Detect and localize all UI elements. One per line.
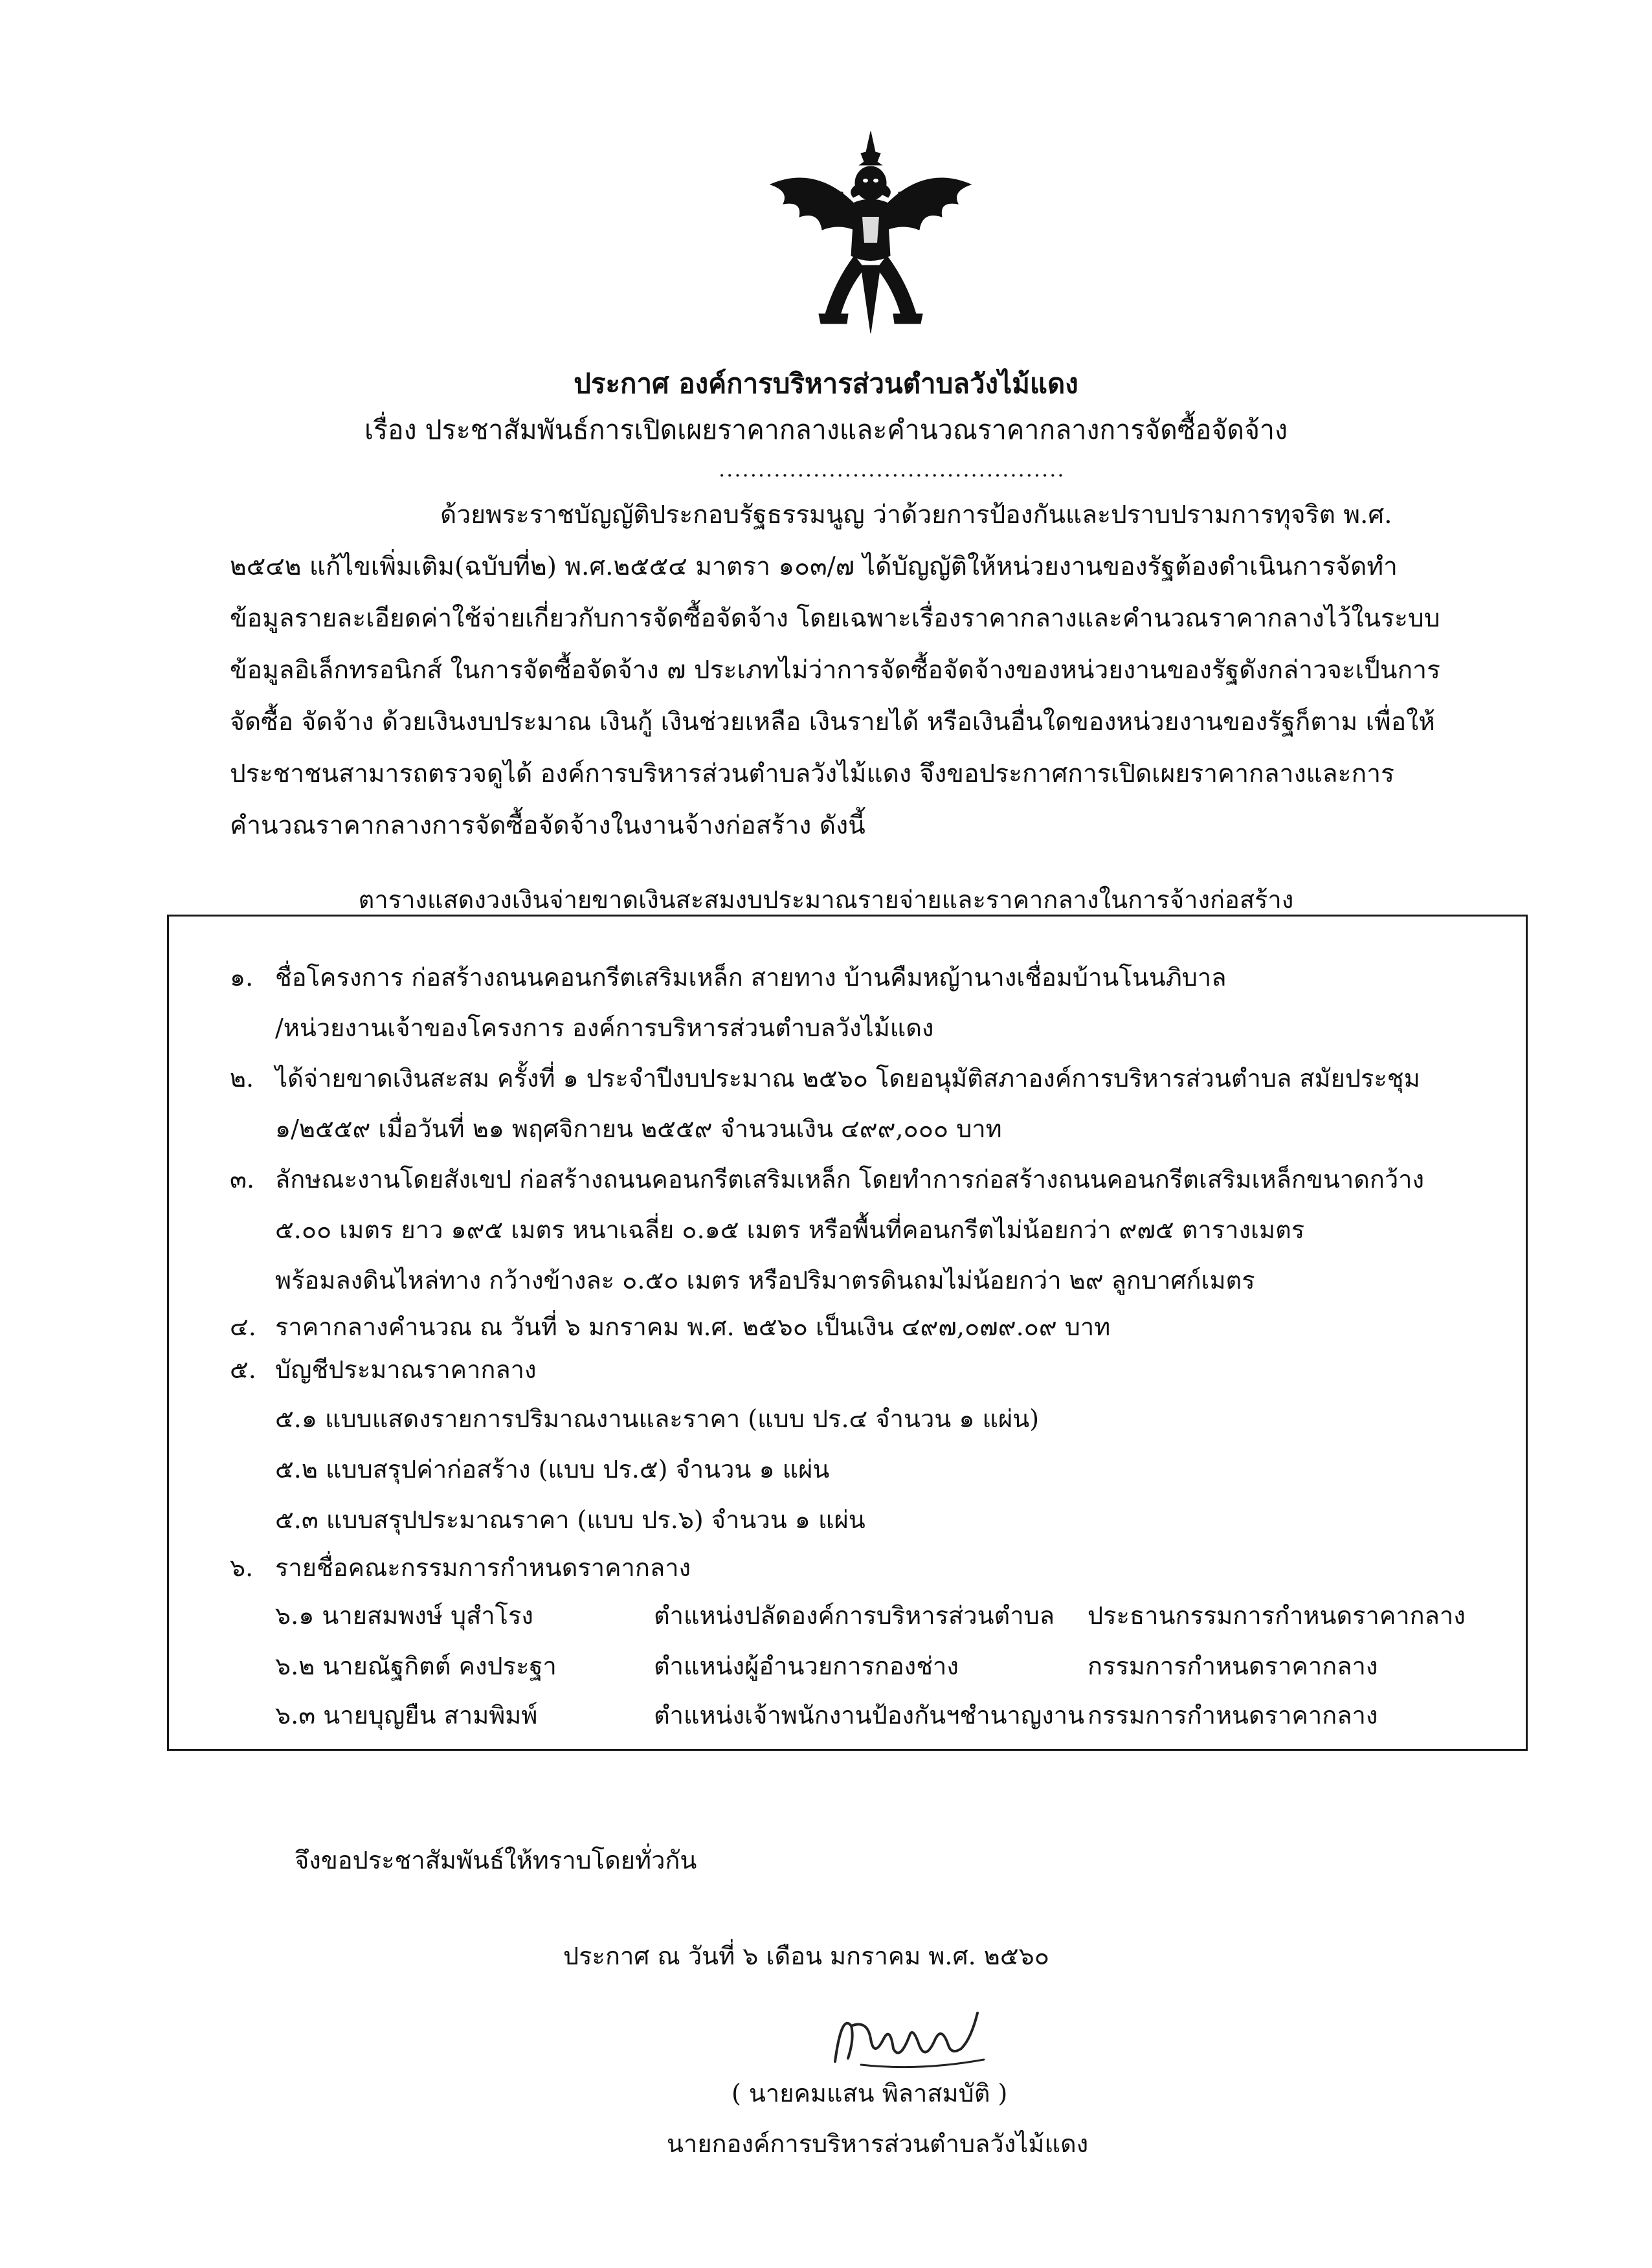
committee-member-3-position: ตำแหน่งเจ้าพนักงานป้องกันฯชำนาญงาน [654, 1701, 1085, 1729]
committee-member-2-name: ๖.๒ นายณัฐกิตต์ คงประฐา [275, 1652, 557, 1680]
body-line-6: ประชาชนสามารถตรวจดูได้ องค์การบริหารส่วนตำบลวังไม้แดง จึงขอประกาศการเปิดเผยราคากลางและการ [230, 759, 1394, 788]
closing-statement: จึงขอประชาสัมพันธ์ให้ทราบโดยทั่วกัน [295, 1846, 697, 1874]
committee-member-3-role: กรรมการกำหนดราคากลาง [1088, 1701, 1378, 1729]
item-3-line-1: ลักษณะงานโดยสังเขป ก่อสร้างถนนคอนกรีตเสริมเหล็ก โดยทำการก่อสร้างถนนคอนกรีตเสริมเหล็กขนาดกว้าง [275, 1165, 1425, 1194]
item-5-sub-1: ๕.๑ แบบแสดงรายการปริมาณงานและราคา (แบบ ปร.๔ จำนวน ๑ แผ่น) [275, 1405, 1040, 1433]
item-5-sub-3: ๕.๓ แบบสรุปประมาณราคา (แบบ ปร.๖) จำนวน ๑ แผ่น [275, 1506, 865, 1534]
item-5-sub-2: ๕.๒ แบบสรุปค่าก่อสร้าง (แบบ ปร.๕) จำนวน ๑ แผ่น [275, 1455, 830, 1484]
committee-member-2-role: กรรมการกำหนดราคากลาง [1088, 1652, 1378, 1680]
item-2-line-1: ได้จ่ายขาดเงินสะสม ครั้งที่ ๑ ประจำปีงบประมาณ ๒๕๖๐ โดยอนุมัติสภาองค์การบริหารส่วนตำบล สมัยประชุม [275, 1064, 1420, 1093]
item-3-number: ๓. [230, 1165, 255, 1194]
announcement-date: ประกาศ ณ วันที่ ๖ เดือน มกราคม พ.ศ. ๒๕๖๐ [563, 1942, 1049, 1970]
item-2-line-2: ๑/๒๕๕๙ เมื่อวันที่ ๒๑ พฤศจิกายน ๒๕๕๙ จำนวนเงิน ๔๙๙,๐๐๐ บาท [275, 1115, 1002, 1143]
announcement-title: ประกาศ องค์การบริหารส่วนตำบลวังไม้แดง [574, 368, 1078, 399]
signer-name: ( นายคมแสน พิลาสมบัติ ) [731, 2079, 1008, 2107]
item-1-number: ๑. [230, 963, 254, 992]
signer-position: นายกองค์การบริหารส่วนตำบลวังไม้แดง [667, 2129, 1089, 2158]
item-3-line-2: ๕.๐๐ เมตร ยาว ๑๙๕ เมตร หนาเฉลี่ย ๐.๑๕ เมตร หรือพื้นที่คอนกรีตไม่น้อยกว่า ๙๗๕ ตารางเมตร [275, 1216, 1305, 1244]
body-line-3: ข้อมูลรายละเอียดค่าใช้จ่ายเกี่ยวกับการจัดซื้อจัดจ้าง โดยเฉพาะเรื่องราคากลางและคำนวณราคากลางไว้ในระบบ [230, 604, 1440, 633]
announcement-subject: เรื่อง ประชาสัมพันธ์การเปิดเผยราคากลางและคำนวณราคากลางการจัดซื้อจัดจ้าง [364, 414, 1288, 445]
committee-member-1-name: ๖.๑ นายสมพงษ์ บุสำโรง [275, 1601, 533, 1630]
committee-member-2-position: ตำแหน่งผู้อำนวยการกองช่าง [654, 1652, 959, 1680]
body-line-1: ด้วยพระราชบัญญัติประกอบรัฐธรรมนูญ ว่าด้วยการป้องกันและปราบปรามการทุจริต พ.ศ. [440, 500, 1392, 529]
item-2-number: ๒. [230, 1064, 254, 1093]
item-4-line-1: ราคากลางคำนวณ ณ วันที่ ๖ มกราคม พ.ศ. ๒๕๖๐ เป็นเงิน ๔๙๗,๐๗๙.๐๙ บาท [275, 1313, 1111, 1341]
body-line-5: จัดซื้อ จัดจ้าง ด้วยเงินงบประมาณ เงินกู้ เงินช่วยเหลือ เงินรายได้ หรือเงินอื่นใดของหน่วยงานของรัฐก็ตาม เพื่อให้ [230, 707, 1435, 737]
item-6-number: ๖. [230, 1553, 254, 1582]
item-5-line-1: บัญชีประมาณราคากลาง [275, 1355, 537, 1384]
body-line-7: คำนวณราคากลางการจัดซื้อจัดจ้างในงานจ้างก่อสร้าง ดังนี้ [230, 811, 865, 840]
item-5-number: ๕. [230, 1355, 256, 1384]
separator-dots: ............................................ [719, 457, 1066, 482]
committee-member-1-role: ประธานกรรมการกำหนดราคากลาง [1088, 1601, 1466, 1630]
garuda-emblem [764, 126, 977, 340]
committee-member-3-name: ๖.๓ นายบุญยืน สามพิมพ์ [275, 1701, 538, 1729]
item-1-line-2: /หน่วยงานเจ้าของโครงการ องค์การบริหารส่วนตำบลวังไม้แดง [275, 1014, 934, 1042]
body-line-4: ข้อมูลอิเล็กทรอนิกส์ ในการจัดซื้อจัดจ้าง ๗ ประเภทไม่ว่าการจัดซื้อจัดจ้างของหน่วยงานของรัฐดังกล่าวจะเป็นการ [230, 656, 1440, 685]
table-caption: ตารางแสดงวงเงินจ่ายขาดเงินสะสมงบประมาณรายจ่ายและราคากลางในการจ้างก่อสร้าง [358, 885, 1294, 914]
signature-mark [822, 2000, 990, 2078]
item-3-line-3: พร้อมลงดินไหล่ทาง กว้างข้างละ ๐.๕๐ เมตร หรือปริมาตรดินถมไม่น้อยกว่า ๒๙ ลูกบาศก์เมตร [275, 1266, 1255, 1295]
committee-member-1-position: ตำแหน่งปลัดองค์การบริหารส่วนตำบล [654, 1601, 1055, 1630]
item-1-line-1: ชื่อโครงการ ก่อสร้างถนนคอนกรีตเสริมเหล็ก สายทาง บ้านคืมหญ้านางเชื่อมบ้านโนนภิบาล [275, 963, 1227, 992]
item-6-line-1: รายชื่อคณะกรรมการกำหนดราคากลาง [275, 1553, 691, 1582]
body-line-2: ๒๕๔๒ แก้ไขเพิ่มเติม(ฉบับที่๒) พ.ศ.๒๕๕๔ มาตรา ๑๐๓/๗ ได้บัญญัติให้หน่วยงานของรัฐต้องดำเนินการจัดทำ [230, 552, 1398, 581]
item-4-number: ๔. [230, 1313, 256, 1341]
